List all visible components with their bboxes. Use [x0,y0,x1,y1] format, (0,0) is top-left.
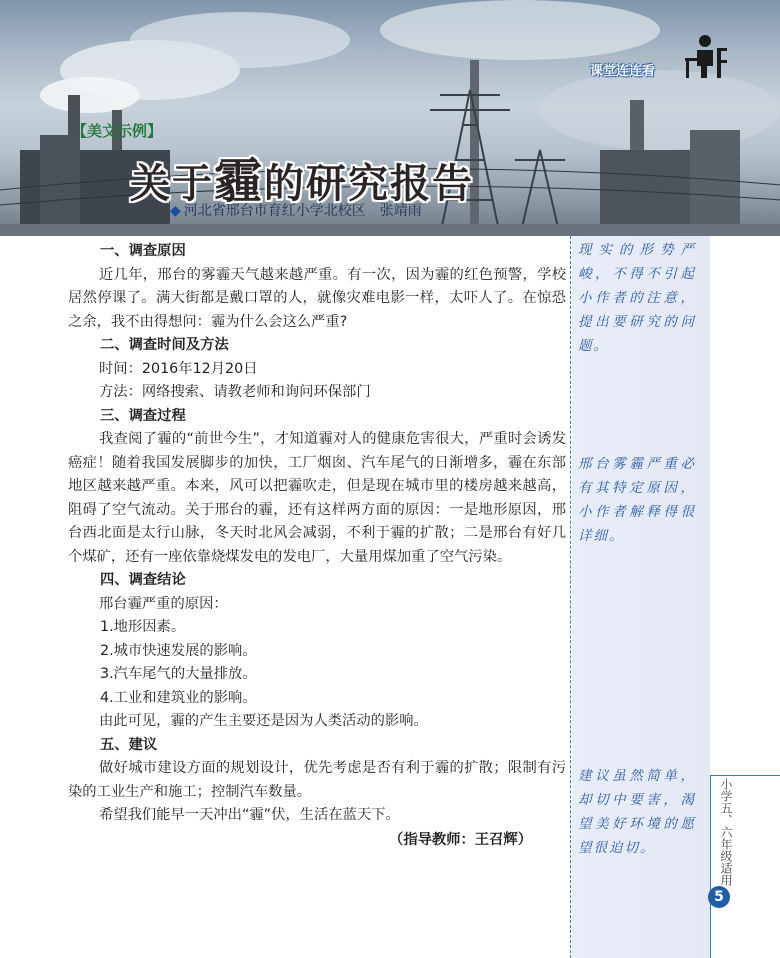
author-name: 张靖雨 [379,203,422,219]
section-paragraph: 近几年，邢台的雾霾天气越来越严重。有一次，因为霾的红色预警，学校居然停课了。满大街都是戴口罩的人，就像灾难电影一样，太吓人了。在惊恐之余，我不由得想问：霾为什么会这么严重? [68,266,566,330]
school-name: 河北省邢台市育红小学北校区 [183,203,366,219]
article-tag: 【美文示例】 [72,122,163,140]
section-heading: 二、调查时间及方法 [100,337,229,353]
section-paragraph: 我查阅了霾的“前世今生”，才知道霾对人的健康危害很大，严重时会诱发癌症！随着我国发展脚步的加快，工厂烟囱、汽车尾气的日渐增多，霾在东部地区越来越严重。本来，风可以把霾吹走，但是现在城市里的楼房越来越高，阻碍了空气流动。关于邢台的霾，还有这样两方面的原因：一是地形原因，邢台西北面是太行山脉，冬天时北风会减弱，不利于霾的扩散；二是邢台有好几个煤矿，还有一座依靠烧煤发电的发电厂，大量用煤加重了空气污染。 [68,431,566,565]
list-item: 2.城市快速发展的影响。 [100,642,257,659]
section-heading: 五、建议 [100,736,158,753]
page-number: 5 [708,886,730,908]
list-item: 4.工业和建筑业的影响。 [100,689,257,706]
footer-rule-vertical [710,775,711,958]
section-heading: 一、调查原因 [100,243,186,259]
article-body [68,240,566,852]
section-paragraph: 做好城市建设方面的规划设计，优先考虑是否有利于霾的扩散；限制有污染的工业生产和施工；控制汽车数量。 [68,760,566,800]
teacher-credit: （指导教师：王召辉） [389,831,532,848]
title-part1: 关于 [130,160,214,207]
list-item: 3.汽车尾气的大量排放。 [100,666,257,682]
margin-note-1: 现实的形势严峻，不得不引起小作者的注意，提出要研究的问题。 [578,242,696,354]
column-label: 课堂连连看 [590,64,656,79]
footer-rule-horizontal [710,775,780,776]
title-emphasis: 霾 [214,153,265,209]
reader-at-desk-icon [683,34,729,80]
margin-note-2: 邢台雾霾严重必有其特定原因，小作者解释得很详细。 [578,456,696,544]
survey-time: 时间：2016年12月20日 [99,360,258,377]
survey-method: 方法：网络搜索、请教老师和询问环保部门 [99,384,371,400]
column-divider [570,236,571,958]
margin-note-3: 建议虽然简单，却切中要害，渴望美好环境的愿望很迫切。 [578,768,696,856]
list-item: 1.地形因素。 [100,619,186,635]
header-banner [0,0,780,236]
byline [170,200,422,220]
closing-hope: 希望我们能早一天冲出“霾”伏，生活在蓝天下。 [99,807,400,823]
section-heading: 三、调查过程 [100,407,186,424]
section-heading: 四、调查结论 [100,572,186,588]
conclusion-summary: 由此可见，霾的产生主要还是因为人类活动的影响。 [99,713,428,729]
grade-label: 小学五、六年级适用 [719,778,733,886]
diamond-icon: ◆ [170,203,181,219]
conclusion-intro: 邢台霾严重的原因： [99,595,228,612]
title-part2: 的研究报告 [264,160,475,207]
